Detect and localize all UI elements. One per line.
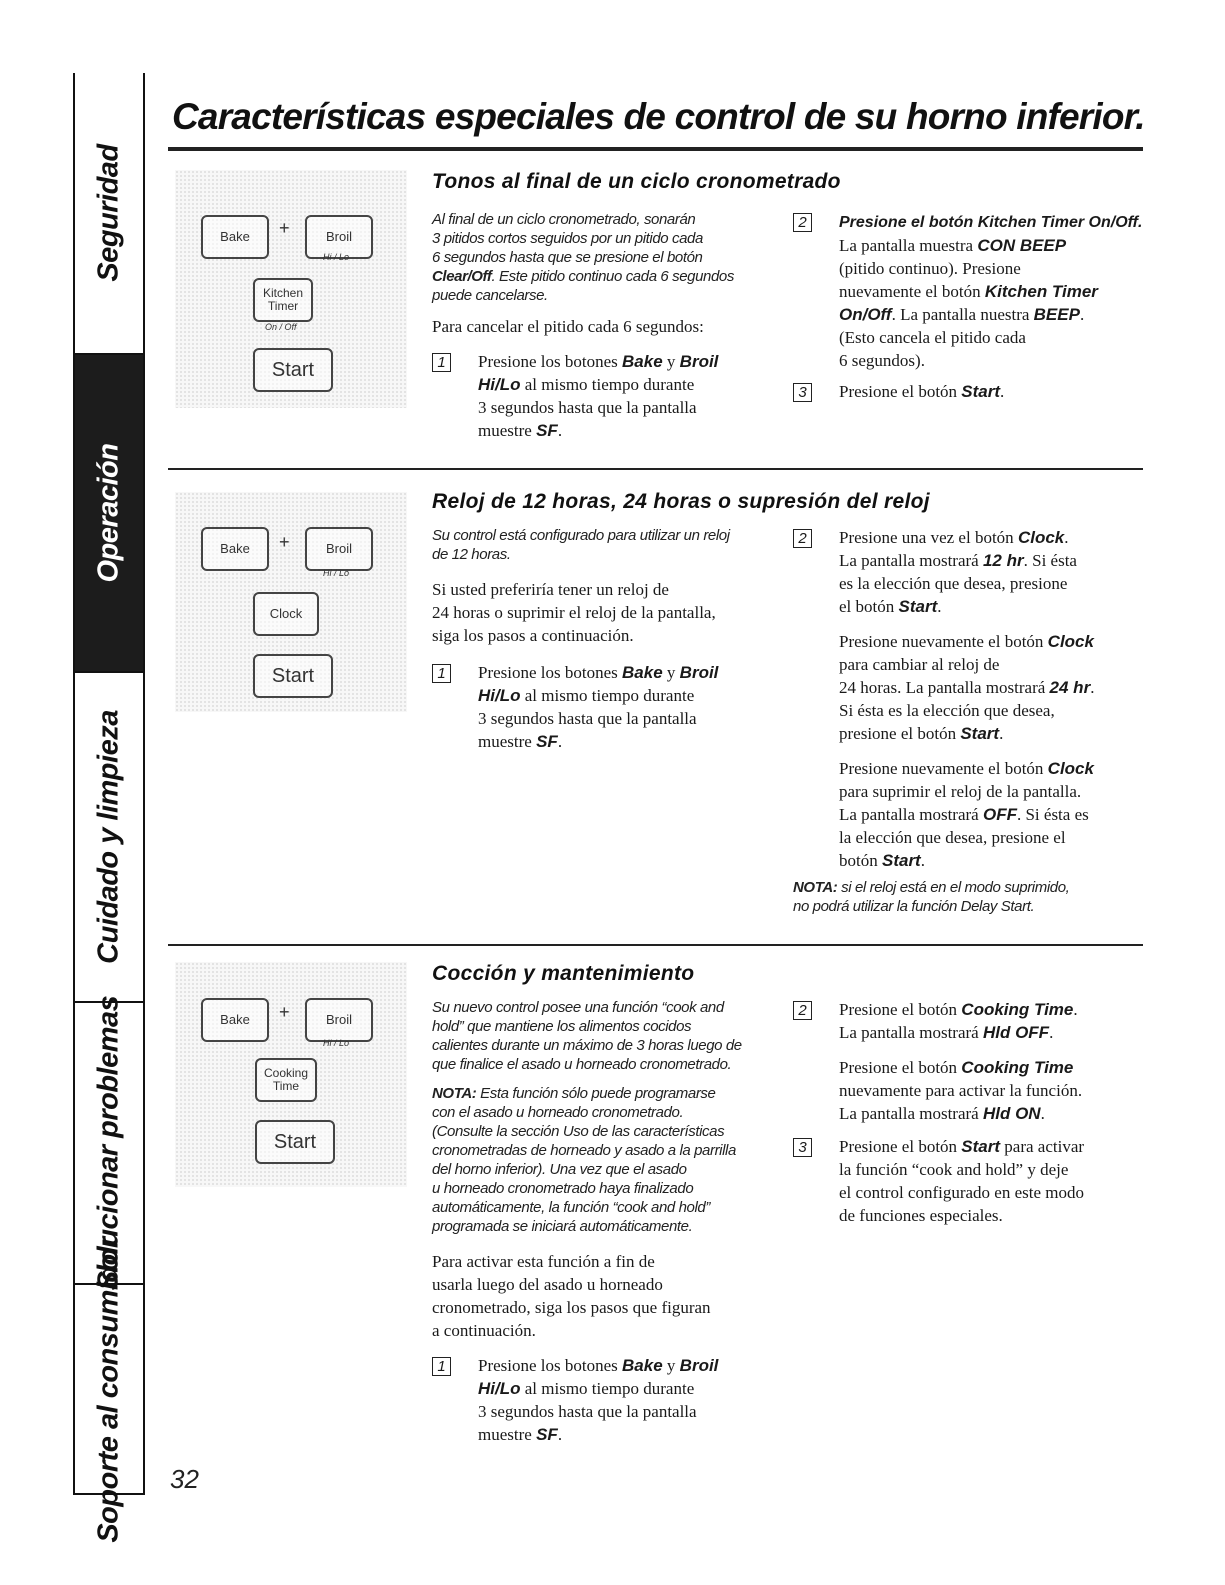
on-off-label: On / Off (265, 322, 297, 332)
sidebar (73, 73, 145, 1543)
paragraph: Presione nuevamente el botón Clock para suprimir el reloj de la pantalla. La pantalla mostrará OFF. Si ésta es la elección que desea, presione el botón Start. (839, 759, 1094, 870)
tab-label: Soporte al consumidor (92, 1237, 125, 1543)
control-panel-illustration (175, 962, 407, 1187)
control-panel-illustration (175, 492, 407, 712)
tab-label: Operación (92, 443, 125, 583)
lead-text: Si usted preferiría tener un reloj de 24 horas o suprimir el reloj de la pantalla, siga los pasos a continuación. (432, 580, 716, 645)
step-3: 3 Presione el botón Start. (793, 380, 1143, 403)
lead-text: Para activar esta función a fin de usarla luego del asado u horneado cronometrado, siga los pasos que figuran a continuación. (432, 1252, 711, 1340)
step-number: 1 (432, 1357, 451, 1376)
bake-key: Bake (201, 215, 269, 259)
tab-operacion[interactable] (75, 355, 143, 673)
tab-soporte-al-consumidor[interactable] (75, 1237, 143, 1543)
lead-text: Para cancelar el pitido cada 6 segundos: (432, 317, 704, 336)
bake-key: Bake (201, 998, 269, 1042)
section-title: Cocción y mantenimiento (432, 962, 695, 985)
intro-text: Al final de un ciclo cronometrado, sonarán 3 pitidos cortos seguidos por un pitido cada 6 segundos hasta que se presione el botón Clear/Off. Este pitido continuo cada 6 segundos puede cancelarse. (432, 211, 734, 304)
step-2: 2 Presione el botón Cooking Time. La pantalla mostrará Hld OFF. (793, 998, 1143, 1044)
clock-key: Clock (253, 592, 319, 636)
page-title: Características especiales de control de su horno inferior. (172, 96, 1145, 137)
tab-label: Cuidado y limpieza (92, 710, 125, 964)
step-number: 2 (793, 1001, 812, 1020)
kitchen-timer-key: Kitchen Timer (253, 278, 313, 322)
start-key: Start (253, 654, 333, 698)
page-number: 32 (170, 1464, 199, 1494)
paragraph: Presione nuevamente el botón Clock para cambiar al reloj de 24 horas. La pantalla mostrará 24 hr. Si ésta es la elección que desea, presione el botón Start. (839, 632, 1095, 743)
broil-key: Broil (305, 527, 373, 571)
paragraph: Presione el botón Cooking Time nuevamente para activar la función. La pantalla mostrará Hld ON. (839, 1058, 1083, 1123)
tab-label: Seguridad (92, 144, 125, 282)
step-2: 2 Presione el botón Kitchen Timer On/Off. La pantalla muestra CON BEEP (pitido continuo). Presione nuevamente el botón Kitchen Timer On/Off. La pantalla nuestra BEEP. (Esto cancela el pitido cada 6 segundos). (793, 210, 1143, 372)
step-2: 2 Presione una vez el botón Clock. La pantalla mostrará 12 hr. Si ésta es la elección que desea, presione el botón Start. (793, 526, 1143, 618)
section-2-right-column (793, 526, 1143, 916)
section-title: Tonos al final de un ciclo cronometrado (432, 170, 841, 193)
plus-sign: + (279, 1002, 290, 1022)
intro-text: Su nuevo control posee una función “cook and hold” que mantiene los alimentos cocidos calientes durante un máximo de 3 horas luego de que finalice el asado u horneado cronometrado. (432, 999, 742, 1073)
step-number: 2 (793, 213, 812, 232)
intro-text: Su control está configurado para utilizar un reloj de 12 horas. (432, 527, 730, 563)
note-text: NOTA: Esta función sólo puede programarse con el asado u horneado cronometrado. (Consulte la sección Uso de las características cronometradas de horneado y asado a la parrilla del horno inferior). Una vez que el asado u horneado cronometrado haya finalizado automáticamente, la función “cook and hold” programada se iniciará automáticamente. (432, 1085, 736, 1235)
start-key: Start (253, 348, 333, 392)
section-3-left-column (432, 998, 777, 1446)
start-key: Start (255, 1120, 335, 1164)
hi-lo-label: Hi / Lo (323, 568, 350, 578)
section-divider (168, 468, 1143, 470)
tab-seguridad[interactable] (75, 73, 143, 355)
section-divider (168, 944, 1143, 946)
step-number: 3 (793, 1138, 812, 1157)
control-panel-illustration (175, 170, 407, 408)
bake-key: Bake (201, 527, 269, 571)
tab-label: Solucionar problemas (92, 995, 125, 1291)
section-3-right-column (793, 998, 1143, 1227)
note-text: NOTA: si el reloj está en el modo suprimido, no podrá utilizar la función Delay Start. (793, 879, 1070, 915)
broil-key: Broil (305, 215, 373, 259)
step-number: 3 (793, 383, 812, 402)
section-1-right-column (793, 210, 1143, 403)
step-number: 2 (793, 529, 812, 548)
broil-key: Broil (305, 998, 373, 1042)
step-3: 3 Presione el botón Start para activar la función “cook and hold” y deje el control configurado en este modo de funciones especiales. (793, 1135, 1143, 1227)
section-2-left-column (432, 526, 777, 753)
hi-lo-label: Hi / Lo (323, 252, 350, 262)
step-1: 1 Presione los botones Bake y Broil Hi/Lo al mismo tiempo durante 3 segundos hasta que la pantalla muestre SF. (432, 1354, 777, 1446)
plus-sign: + (279, 532, 290, 552)
cooking-time-key: Cooking Time (255, 1058, 317, 1102)
step-number: 1 (432, 664, 451, 683)
title-rule (168, 147, 1143, 151)
step-1: 1 Presione los botones Bake y Broil Hi/Lo al mismo tiempo durante 3 segundos hasta que la pantalla muestre SF. (432, 661, 777, 753)
section-1-left-column (432, 210, 762, 442)
section-title: Reloj de 12 horas, 24 horas o supresión del reloj (432, 490, 930, 513)
hi-lo-label: Hi / Lo (323, 1038, 350, 1048)
plus-sign: + (279, 218, 290, 238)
tab-cuidado-y-limpieza[interactable] (75, 673, 143, 1003)
step-1: 1 Presione los botones Bake y Broil Hi/Lo al mismo tiempo durante 3 segundos hasta que la pantalla muestre SF. (432, 350, 762, 442)
step-number: 1 (432, 353, 451, 372)
